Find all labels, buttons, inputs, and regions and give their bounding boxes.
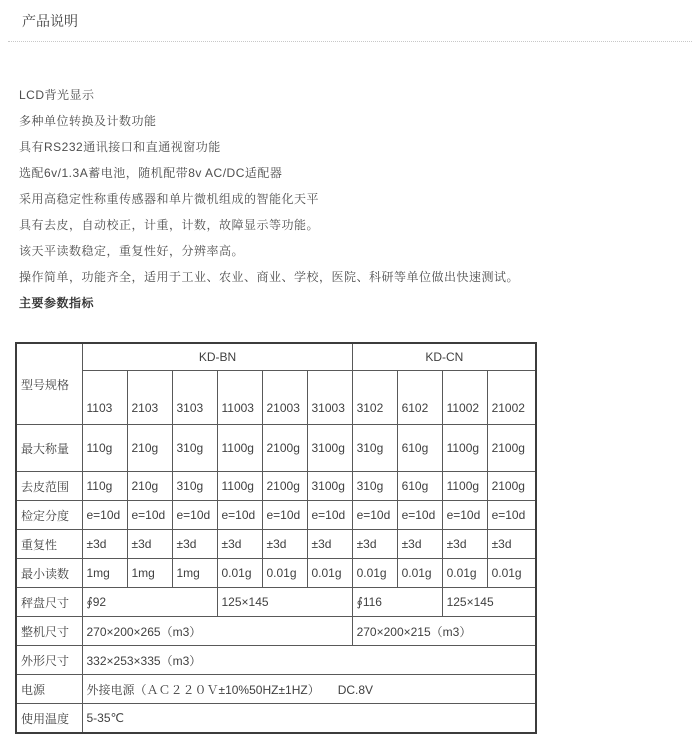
spec-cell: 3100g [307, 425, 352, 472]
description-line: 具有RS232通讯接口和直通视窗功能 [19, 140, 221, 154]
spec-cell: ±3d [172, 530, 217, 559]
spec-cell: 3100g [307, 472, 352, 501]
spec-cell: ∮116 [352, 588, 442, 617]
spec-cell: e=10d [172, 501, 217, 530]
description-line: 具有去皮，自动校正，计重，计数，故障显示等功能。 [19, 218, 320, 232]
spec-cell: 610g [397, 425, 442, 472]
section-heading: 主要参数指标 [19, 296, 95, 310]
spec-cell: e=10d [442, 501, 487, 530]
description-line: 该天平读数稳定，重复性好，分辨率高。 [19, 244, 245, 258]
model-cell: 6102 [397, 371, 442, 425]
description-line: LCD背光显示 [19, 88, 95, 102]
table-row-series [16, 343, 536, 371]
spec-cell: 0.01g [262, 559, 307, 588]
row-label: 最大称量 [16, 425, 82, 472]
model-cell: 21002 [487, 371, 536, 425]
row-label: 重复性 [16, 530, 82, 559]
spec-cell: e=10d [307, 501, 352, 530]
model-cell: 3103 [172, 371, 217, 425]
table-row-operating-temperature [16, 704, 536, 734]
series-header-kd-cn: KD-CN [352, 343, 536, 371]
description-section [0, 42, 700, 310]
row-label: 秤盘尺寸 [16, 588, 82, 617]
spec-cell: e=10d [262, 501, 307, 530]
model-cell: 31003 [307, 371, 352, 425]
spec-cell: ±3d [487, 530, 536, 559]
model-cell: 2103 [127, 371, 172, 425]
spec-cell: 270×200×215（m3） [352, 617, 536, 646]
spec-cell: 0.01g [307, 559, 352, 588]
description-line: 选配6v/1.3A蓄电池，随机配带8v AC/DC适配器 [19, 166, 283, 180]
row-label: 整机尺寸 [16, 617, 82, 646]
spec-cell: 310g [172, 425, 217, 472]
table-row-repeatability [16, 530, 536, 559]
spec-cell: 310g [172, 472, 217, 501]
spec-cell: ±3d [397, 530, 442, 559]
table-row-tare-range [16, 472, 536, 501]
row-label: 最小读数 [16, 559, 82, 588]
description-line: 采用高稳定性称重传感器和单片微机组成的智能化天平 [19, 192, 320, 206]
spec-cell: ±3d [82, 530, 127, 559]
spec-cell: 332×253×335（m3） [82, 646, 536, 675]
spec-cell: ±3d [217, 530, 262, 559]
spec-cell: 610g [397, 472, 442, 501]
spec-cell: ±3d [442, 530, 487, 559]
spec-table [15, 342, 537, 734]
table-row-machine-size [16, 617, 536, 646]
spec-cell: 2100g [487, 472, 536, 501]
corner-label: 型号规格 [16, 343, 82, 425]
spec-cell: ±3d [262, 530, 307, 559]
table-row-min-reading [16, 559, 536, 588]
spec-cell: 1mg [127, 559, 172, 588]
spec-cell: 2100g [487, 425, 536, 472]
spec-cell: 0.01g [487, 559, 536, 588]
model-cell: 11003 [217, 371, 262, 425]
spec-cell: e=10d [217, 501, 262, 530]
spec-cell: e=10d [397, 501, 442, 530]
spec-cell: 270×200×265（m3） [82, 617, 352, 646]
spec-cell: 1mg [82, 559, 127, 588]
page-title: 产品说明 [22, 13, 78, 29]
row-label: 检定分度 [16, 501, 82, 530]
model-cell: 1103 [82, 371, 127, 425]
table-row-verification-division [16, 501, 536, 530]
row-label: 使用温度 [16, 704, 82, 734]
spec-cell: 1mg [172, 559, 217, 588]
spec-cell: e=10d [82, 501, 127, 530]
table-row-overall-size [16, 646, 536, 675]
spec-cell: 0.01g [397, 559, 442, 588]
row-label: 外形尺寸 [16, 646, 82, 675]
spec-cell: 210g [127, 472, 172, 501]
model-cell: 11002 [442, 371, 487, 425]
spec-cell: 110g [82, 472, 127, 501]
table-row-pan-size [16, 588, 536, 617]
spec-cell: 0.01g [442, 559, 487, 588]
series-header-kd-bn: KD-BN [82, 343, 352, 371]
spec-cell: 1100g [442, 425, 487, 472]
spec-cell: 2100g [262, 425, 307, 472]
spec-cell: 125×145 [442, 588, 536, 617]
spec-cell: 0.01g [352, 559, 397, 588]
spec-cell: e=10d [487, 501, 536, 530]
spec-cell: 1100g [442, 472, 487, 501]
model-cell: 21003 [262, 371, 307, 425]
row-label: 去皮范围 [16, 472, 82, 501]
spec-cell: 1100g [217, 425, 262, 472]
table-row-power [16, 675, 536, 704]
description-line: 操作简单，功能齐全，适用于工业、农业、商业、学校，医院、科研等单位做出快速测试。 [19, 270, 520, 284]
spec-cell: 310g [352, 472, 397, 501]
spec-cell: 310g [352, 425, 397, 472]
spec-cell: 2100g [262, 472, 307, 501]
table-row-max-capacity [16, 425, 536, 472]
spec-cell: 外接电源（ＡＣ２２０Ｖ±10%50HZ±1HZ） DC.8V [82, 675, 536, 704]
spec-cell: 0.01g [217, 559, 262, 588]
model-cell: 3102 [352, 371, 397, 425]
row-label: 电源 [16, 675, 82, 704]
table-row-models [16, 371, 536, 425]
spec-cell: 5-35℃ [82, 704, 536, 734]
spec-cell: ±3d [352, 530, 397, 559]
spec-cell: 125×145 [217, 588, 352, 617]
spec-cell: ±3d [127, 530, 172, 559]
spec-cell: ∮92 [82, 588, 217, 617]
spec-cell: 210g [127, 425, 172, 472]
spec-cell: 110g [82, 425, 127, 472]
spec-cell: e=10d [352, 501, 397, 530]
spec-cell: 1100g [217, 472, 262, 501]
description-line: 多种单位转换及计数功能 [19, 114, 157, 128]
spec-cell: e=10d [127, 501, 172, 530]
spec-cell: ±3d [307, 530, 352, 559]
